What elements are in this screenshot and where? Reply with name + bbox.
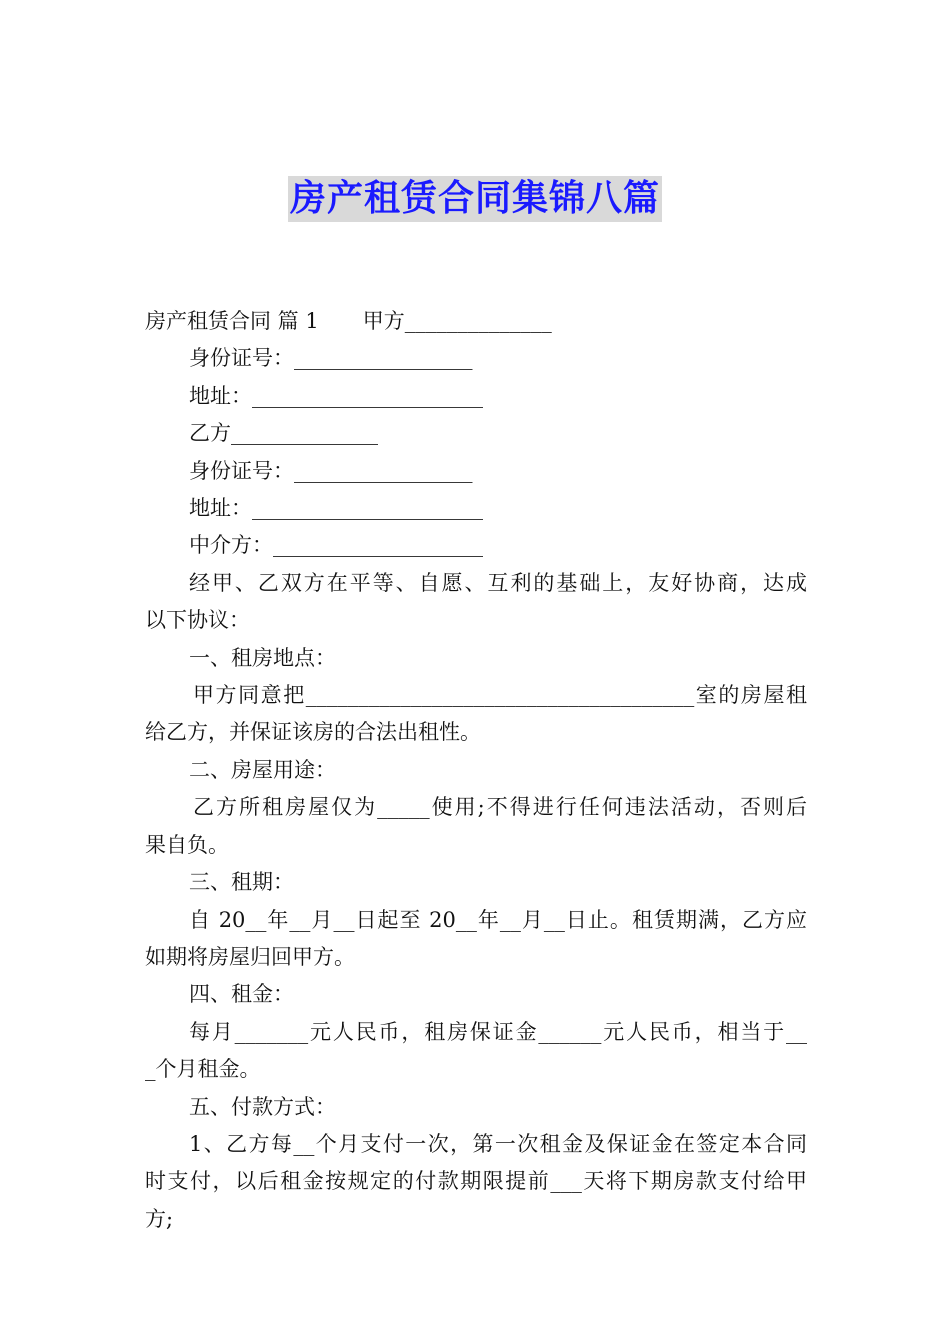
- section-4-line-2: _个月租金。: [145, 1057, 261, 1082]
- party-a-field: 甲方______________: [362, 309, 552, 333]
- party-b-id: 身份证号：_________________: [189, 458, 473, 483]
- party-a-address: 地址：______________________: [189, 383, 483, 408]
- section-2-line-1: 乙方所租房屋仅为_____使用;不得进行任何违法活动，否则后: [193, 795, 807, 820]
- section-3-line-2: 如期将房屋归回甲方。: [145, 944, 355, 969]
- party-a-id: 身份证号：_________________: [189, 346, 473, 371]
- intro-line-1: 经甲、乙双方在平等、自愿、互利的基础上，友好协商，达成: [189, 570, 807, 595]
- section-5-line-2: 时支付，以后租金按规定的付款期限提前___天将下期房款支付给甲: [145, 1169, 807, 1194]
- section-5-line-3: 方;: [145, 1206, 174, 1231]
- document-title: 房产租赁合同集锦八篇: [288, 176, 662, 222]
- section-4-line-1: 每月_______元人民币，租房保证金______元人民币，相当于__: [189, 1019, 807, 1044]
- section-3-heading: 三、租期：: [189, 870, 294, 895]
- section-1-line-1: 甲方同意把_____________________________________室的房屋租: [193, 683, 807, 708]
- party-b-field: 乙方______________: [189, 421, 378, 446]
- section-1-heading: 一、租房地点：: [189, 645, 336, 670]
- section-5-line-1: 1、乙方每__个月支付一次，第一次租金及保证金在签定本合同: [189, 1131, 807, 1156]
- section-1-line-2: 给乙方，并保证该房的合法出租性。: [145, 720, 481, 745]
- document-body: [145, 303, 807, 1238]
- agent-field: 中介方：____________________: [189, 533, 483, 558]
- header-line: [145, 303, 807, 340]
- section-3-line-1: 自 20__年__月__日起至 20__年__月__日止。租赁期满，乙方应: [189, 907, 807, 932]
- section-2-heading: 二、房屋用途：: [189, 757, 336, 782]
- contract-label: 房产租赁合同 篇 1: [145, 309, 319, 333]
- title-container: [0, 176, 950, 222]
- intro-line-2: 以下协议：: [145, 608, 250, 633]
- party-b-address: 地址：______________________: [189, 496, 483, 521]
- section-4-heading: 四、租金：: [189, 982, 294, 1007]
- section-2-line-2: 果自负。: [145, 832, 229, 857]
- section-5-heading: 五、付款方式：: [189, 1094, 336, 1119]
